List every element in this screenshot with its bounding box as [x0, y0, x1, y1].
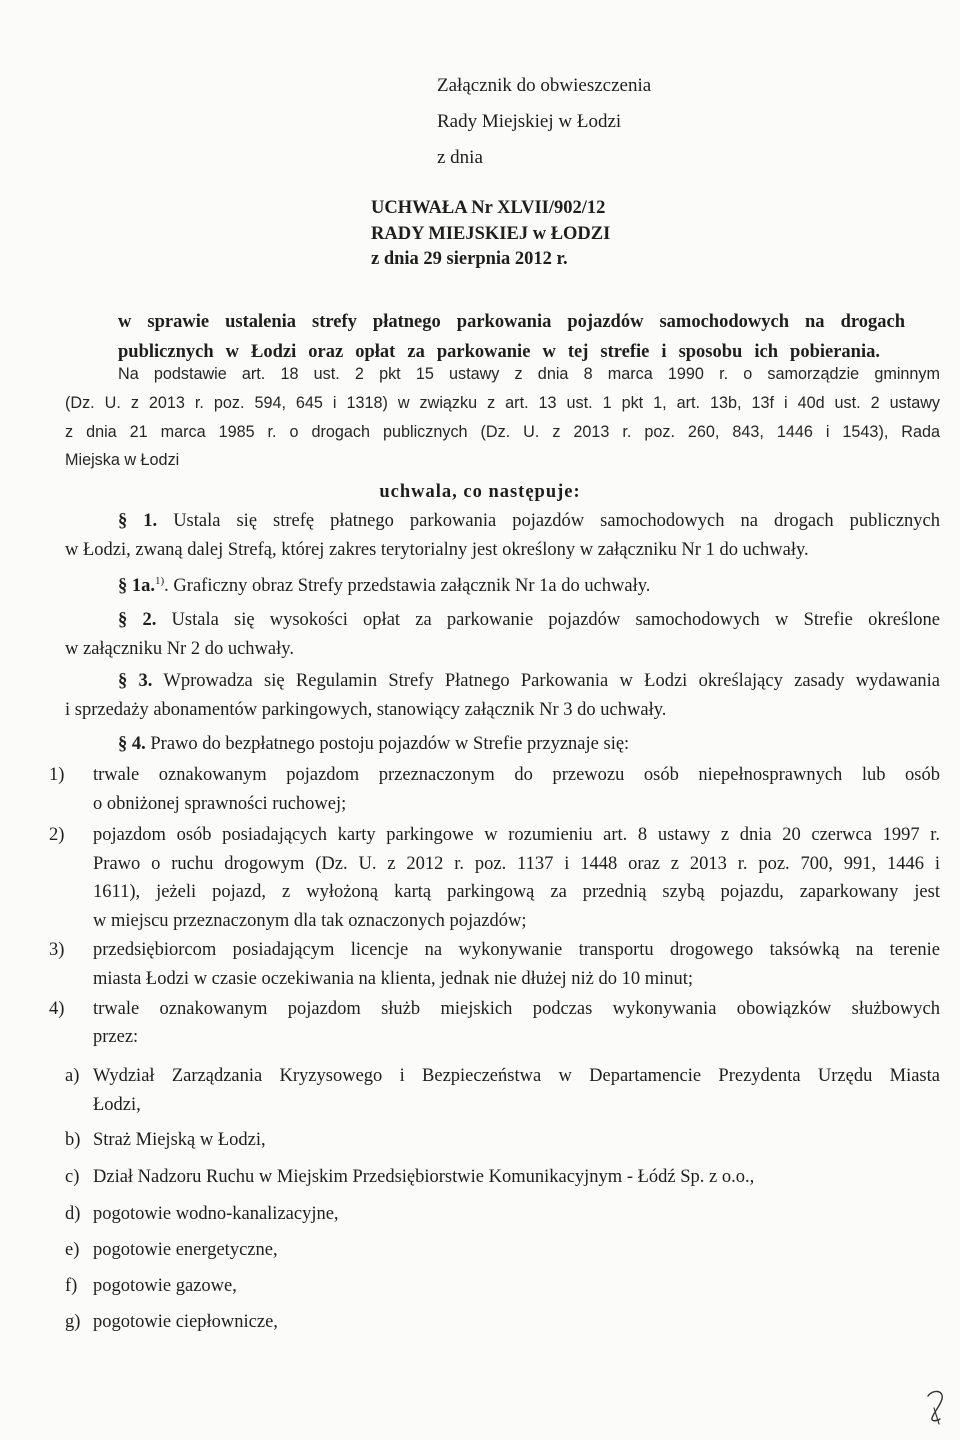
sublist-item-line: Dział Nadzoru Ruchu w Miejskim Przedsiębiorstwie Komunikacyjnym - Łódź Sp. z o.o.,	[93, 1167, 755, 1187]
paragraph-number: § 1a.	[118, 576, 155, 596]
list-item-line: trwale oznakowanym pojazdom służb miejskich podczas wykonywania obowiązków służbowych	[93, 999, 940, 1019]
paragraph-text: Wprowadza się Regulamin Strefy Płatnego Parkowania w Łodzi określający zasady wydawania	[163, 671, 940, 691]
paragraph-4-line	[118, 735, 629, 754]
sublist-item-line: pogotowie energetyczne,	[93, 1240, 278, 1260]
sublist-item-number: b)	[65, 1130, 81, 1150]
list-item-line: Prawo o ruchu drogowym (Dz. U. z 2012 r. poz. 1137 i 1448 oraz z 2013 r. poz. 700, 991, 1446 i	[93, 854, 940, 874]
sublist-item-number: f)	[65, 1276, 78, 1296]
list-item-line: przez:	[93, 1027, 139, 1047]
list-item-number: 4)	[49, 999, 65, 1019]
legal-basis-line: (Dz. U. z 2013 r. poz. 594, 645 i 1318) w związku z art. 13 ust. 1 pkt 1, art. 13b, 13f i 40d ust. 2 ustawy	[65, 394, 940, 412]
paragraph-2-line	[118, 611, 940, 630]
paragraph-1-line	[118, 512, 940, 531]
paragraph-text: Prawo do bezpłatnego postoju pojazdów w Strefie przyznaje się:	[150, 734, 630, 754]
footnote-marker: 1)	[155, 574, 165, 587]
list-item-number: 3)	[49, 940, 65, 960]
sublist-item-number: e)	[65, 1240, 80, 1260]
sublist-item-number: g)	[65, 1312, 81, 1332]
paragraph-1a-line	[118, 574, 651, 596]
list-item-line: pojazdom osób posiadających karty parkingowe w rozumieniu art. 8 ustawy z dnia 20 czerwca 1997 r.	[93, 825, 940, 845]
paragraph-number: § 4.	[118, 734, 146, 754]
attachment-header-date: z dnia	[437, 147, 483, 168]
paragraph-number: § 2.	[118, 610, 157, 630]
paragraph-1-line: w Łodzi, zwaną dalej Strefą, której zakres terytorialny jest określony w załączniku Nr 1 do uchwały.	[65, 540, 809, 560]
paragraph-number: § 3.	[118, 671, 153, 691]
list-item-line: 1611), jeżeli pojazd, z wyłożoną kartą parkingową za przednią szybą pojazdu, zaparkowany jest	[93, 882, 940, 902]
sublist-item-line: Wydział Zarządzania Kryzysowego i Bezpieczeństwa w Departamencie Prezydenta Urzędu Miasta	[93, 1066, 940, 1086]
legal-basis-line: Na podstawie art. 18 ust. 2 pkt 15 ustawy z dnia 8 marca 1990 r. o samorządzie gminnym	[118, 365, 940, 383]
handwritten-mark	[925, 1388, 947, 1426]
sublist-item-line: pogotowie ciepłownicze,	[93, 1312, 278, 1332]
sublist-item-line: Łodzi,	[93, 1095, 141, 1115]
resolution-subject-line: publicznych w Łodzi oraz opłat za parkowanie w tej strefie i sposobu ich pobierania.	[118, 342, 880, 362]
paragraph-text: Ustala się strefę płatnego parkowania pojazdów samochodowych na drogach publicznych	[173, 511, 941, 531]
paragraph-number: § 1.	[118, 511, 158, 531]
paragraph-2-line: w załączniku Nr 2 do uchwały.	[65, 639, 294, 659]
sublist-item-number: d)	[65, 1204, 81, 1224]
list-item-line: o obniżonej sprawności ruchowej;	[93, 794, 347, 814]
legal-basis-line: z dnia 21 marca 1985 r. o drogach publicznych (Dz. U. z 2013 r. poz. 260, 843, 1446 i 1543), Rada	[65, 423, 940, 441]
list-item-line: w miejscu przeznaczonym dla tak oznaczonych pojazdów;	[93, 911, 527, 931]
list-item-line: miasta Łodzi w czasie oczekiwania na klienta, jednak nie dłużej niż do 10 minut;	[93, 969, 694, 989]
paragraph-3-line: i sprzedaży abonamentów parkingowych, stanowiący załącznik Nr 3 do uchwały.	[65, 700, 667, 720]
resolution-number: UCHWAŁA Nr XLVII/902/12	[371, 198, 606, 218]
attachment-header-council: Rady Miejskiej w Łodzi	[437, 111, 622, 132]
resolution-subject-line: w sprawie ustalenia strefy płatnego parkowania pojazdów samochodowych na drogach	[118, 312, 905, 332]
list-item-number: 2)	[49, 825, 65, 845]
list-item-line: przedsiębiorcom posiadającym licencje na wykonywanie transportu drogowego taksówką na terenie	[93, 940, 940, 960]
paragraph-text: Ustala się wysokości opłat za parkowanie pojazdów samochodowych w Strefie określone	[171, 610, 941, 630]
legal-basis-line: Miejska w Łodzi	[65, 451, 180, 469]
resolution-council: RADY MIEJSKIEJ w ŁODZI	[371, 224, 611, 244]
paragraph-text: . Graficzny obraz Strefy przedstawia załącznik Nr 1a do uchwały.	[164, 576, 651, 596]
sublist-item-line: Straż Miejską w Łodzi,	[93, 1130, 266, 1150]
sublist-item-number: c)	[65, 1167, 80, 1187]
resolves-heading: uchwala, co następuje:	[379, 482, 581, 502]
attachment-header-line: Załącznik do obwieszczenia	[437, 75, 652, 96]
sublist-item-number: a)	[65, 1066, 80, 1086]
resolution-date: z dnia 29 sierpnia 2012 r.	[371, 249, 568, 269]
paragraph-3-line	[118, 672, 940, 691]
sublist-item-line: pogotowie gazowe,	[93, 1276, 237, 1296]
sublist-item-line: pogotowie wodno-kanalizacyjne,	[93, 1204, 339, 1224]
list-item-line: trwale oznakowanym pojazdom przeznaczonym do przewozu osób niepełnosprawnych lub osób	[93, 765, 940, 785]
list-item-number: 1)	[49, 765, 65, 785]
